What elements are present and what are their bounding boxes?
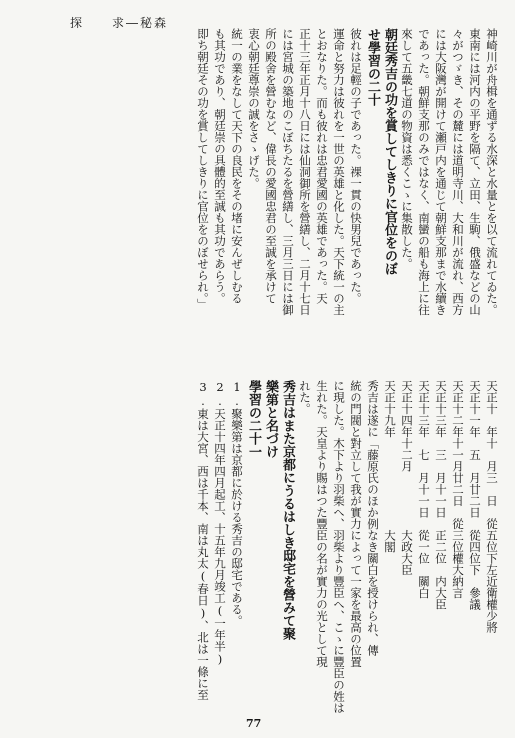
text-line: 天正十一年 五 月廿二日 從四位下 參議 [468,380,482,610]
text-line: 秀吉は遂に「藤原氏のほか例なき關白を授けられ、傳 [366,380,380,656]
text-line: 天正十 年十 月三 日 從五位下左近衛權少將 [485,380,499,633]
text-line: 3.東は大宮、西は千本、南は丸太(春日)、北は一條に至 [196,380,210,701]
text-line: 1.聚樂第は京都に於ける秀吉の邸宅である。 [230,380,244,627]
lower-text-block [194,380,500,716]
page-body [20,28,500,716]
text-line: 衷心朝廷尊崇の誠をさゝげた。 [247,28,261,189]
text-line: も其功であり、朝廷崇の具體的至誠も其功であらう。 [213,28,227,304]
text-line: には宮城の築地のこぼちたるを營繕し、三月三日には御 [281,28,295,316]
text-line: には大阪灣が開けて瀬戸内を通じて朝鮮支那まで水續き [434,28,448,316]
text-line: れた。 [298,380,312,415]
text-line: 々がつゞき、その麓には道明寺川、大和川が流れ、西方 [451,28,465,316]
text-line: 正十三年正月十八日には仙洞御所を營繕し、二月十七日 [298,28,312,316]
text-line: とおなりた。而も彼れは忠君愛國の英雄であった。天 [315,28,329,304]
text-line: 東南には河内の平野を隔て、立田、生駒、俄盛などの山 [468,28,482,316]
text-line: 統一の業をなして天下の良民をその堵に安んぜしむる [230,28,244,304]
text-line: に現した。木下より羽柴へ、羽柴より豐臣へ、こゝに豐臣の姓は [332,380,346,714]
text-line: せ學習の二十 [365,28,380,106]
text-line: 統の門閥と對立して我が實力によって一家を最高の位置 [349,380,363,668]
running-header: 探 求―秘森 [70,16,169,30]
upper-text-block [194,28,500,370]
text-line: 樂第と名づけ [263,380,278,458]
text-line: 生れた。天皇より賜はつた豐臣の名が實力の光として現 [315,380,329,668]
page-number: 77 [246,717,262,730]
text-line: 即ち朝廷その功を賞してしきりに官位をのぼせられ。」 [196,28,210,310]
text-line: 朝廷秀吉の功を賞してしきりに官位をのぼ [382,28,397,275]
text-line: 2.天正十四年四月起工、十五年九月竣工(一年半) [213,380,227,666]
text-line: 彼れは足輕の子であった。裸一貫の快男兒であった。 [349,28,363,304]
text-line: 來して五畿七道の物資は悉くこゝに集散した。 [400,28,414,270]
text-line: であった。朝鮮支那のみではなく、南蠻の船も海上に往 [417,28,431,316]
text-line: 天正十三年 三 月十一日 正二位 内大臣 [434,380,448,610]
text-line: 天正十三年 七 月十一日 從一位 關白 [417,380,431,599]
text-line: 運命と努力は彼れを一世の英雄と化した。天下統一の主 [332,28,346,316]
text-line: 秀吉はまた京都にうるはしき邸宅を營みて聚 [280,380,295,640]
text-line: 所の殿舍を營むなど、偉長の愛國忠君の至誠を承けて [264,28,278,304]
text-line: 天正十九年 大閣 [383,380,397,553]
text-line: 學習の二十一 [246,380,261,458]
text-line: 神崎川が舟楫を通ずる水深と水量とを以て流れてゐた。 [485,28,499,316]
text-line: 天正十二年十一月廿二日 從三位權大納言 [451,380,465,599]
text-line: 天正十四年十二月 大政大臣 [400,380,414,576]
